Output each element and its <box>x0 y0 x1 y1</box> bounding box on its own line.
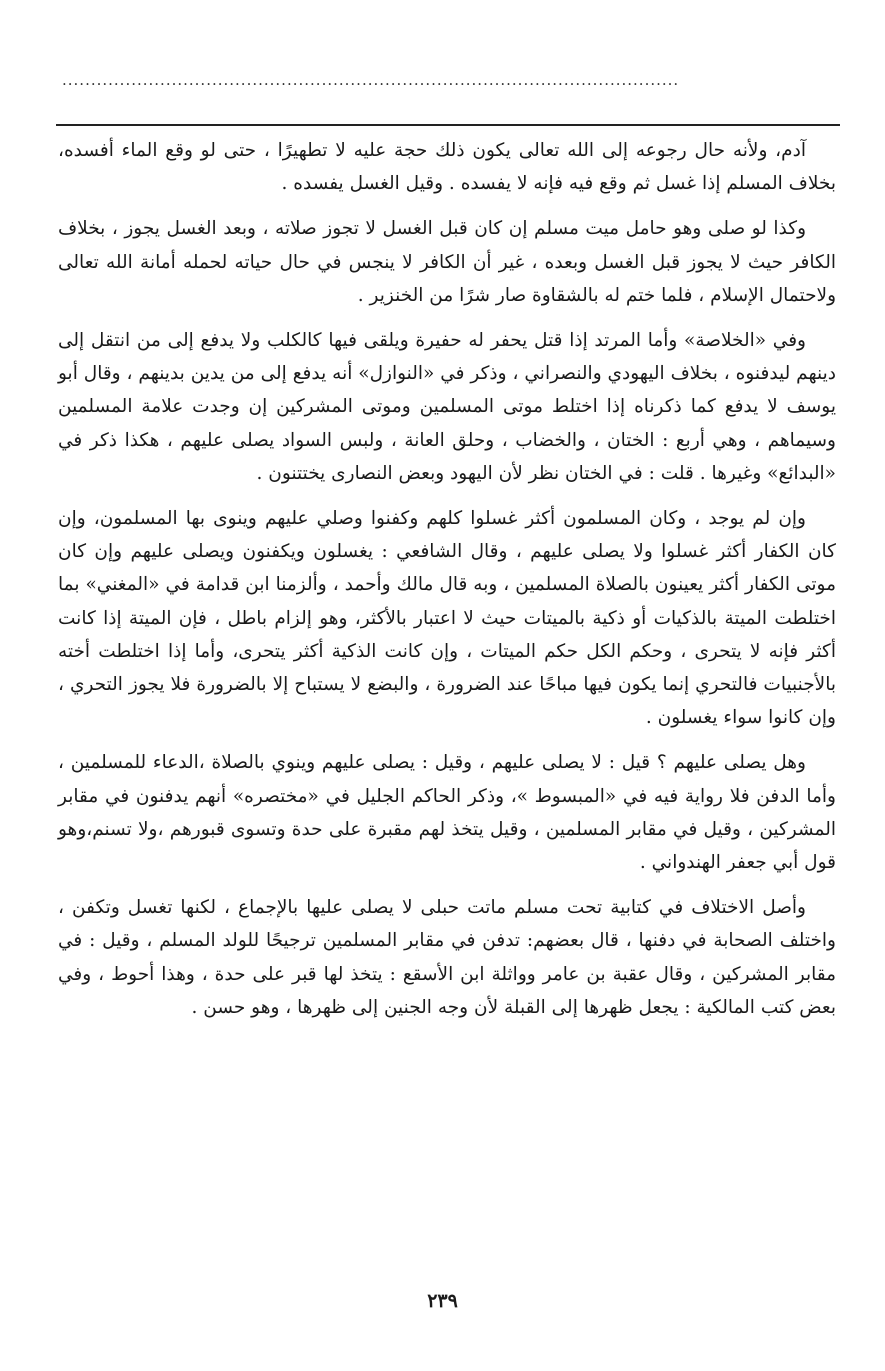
paragraph-3: وفي «الخلاصة» وأما المرتد إذا قتل يحفر له حفيرة ويلقى فيها كالكلب ولا يدفع إلى من انتقل إلى دينهم ليدفنوه ، بخلاف اليهودي والنصراني ، وذكر في «النوازل» أنه يدفع إلى من يدين بدينهم ، وقال أبو يوسف لا يدفع كما ذكرناه إذا اختلط موتى المسلمين وموتى المشركين إن وجدت علامة المسلمين وسيماهم ، وهي أربع : الختان ، والخضاب ، وحلق العانة ، ولبس السواد يصلى عليهم ، هكذا ذكر في «البدائع» وغيرها . قلت : في الختان نظر لأن اليهود وبعض النصارى يختتنون . <box>58 330 836 484</box>
paragraph-5: وهل يصلى عليهم ؟ قيل : لا يصلى عليهم ، وقيل : يصلى عليهم وينوي بالصلاة ،الدعاء للمسلمين ، وأما الدفن فلا رواية فيه في «المبسوط »، وذكر الحاكم الجليل في «مختصره» أنهم يدفنون في مقابر المشركين ، وقيل في مقابر المسلمين ، وقيل يتخذ لهم مقبرة على حدة وتسوى قبورهم ،ولا تسنم،وهو قول أبي جعفر الهندواني . <box>58 752 836 874</box>
header-rule <box>56 124 840 126</box>
page-number: ٢٣٩ <box>427 1290 458 1312</box>
header-dotted-line: ........................................................................................................... <box>62 71 680 89</box>
paragraph-1: آدم، ولأنه حال رجوعه إلى الله تعالى يكون ذلك حجة عليه لا تطهيرًا ، حتى لو وقع الماء أفسده، بخلاف المسلم إذا غسل ثم وقع فيه فإنه لا يفسده . وقيل الغسل يفسده . <box>58 140 836 195</box>
paragraph-2: وكذا لو صلى وهو حامل ميت مسلم إن كان قبل الغسل لا تجوز صلاته ، وبعد الغسل يجوز ، بخلاف الكافر حيث لا يجوز قبل الغسل وبعده ، غير أن الكافر لا ينجس في حال حياته لحمله أمانة الله تعالى ولاحتمال الإسلام ، فلما ختم له بالشقاوة صار شرًا من الخنزير . <box>58 218 836 306</box>
paragraph-6: وأصل الاختلاف في كتابية تحت مسلم ماتت حبلى لا يصلى عليها بالإجماع ، لكنها تغسل وتكفن ، واختلف الصحابة في دفنها ، قال بعضهم: تدفن في مقابر المسلمين ترجيحًا للولد المسلم ، وقيل : في مقابر المشركين ، وقال عقبة بن عامر وواثلة ابن الأسقع : يتخذ لها قبر على حدة ، وهذا أحوط ، وفي بعض كتب المالكية : يجعل ظهرها إلى القبلة لأن وجه الجنين إلى ظهرها ، وهو حسن . <box>58 897 836 1018</box>
paragraph-4: وإن لم يوجد ، وكان المسلمون أكثر غسلوا كلهم وكفنوا وصلي عليهم وينوى بها المسلمون، وإن كان الكفار أكثر غسلوا ولا يصلى عليهم ، وقال الشافعي : يغسلون ويكفنون ويصلى عليهم وإن كان موتى الكفار أكثر يعينون بالصلاة المسلمين ، وبه قال مالك وأحمد ، وألزمنا ابن قدامة في «المغني» بما اختلطت الميتة بالذكيات أو ذكية بالميتات حيث لا اعتبار بالأكثر، وهو إلزام باطل ، فإن الميتة إذا كانت أكثر فإنه لا يتحرى ، وحكم الكل حكم الميتات ، وإن كانت الذكية أكثر يتحرى، وأما إذا اختلطت أخته بالأجنبيات فالتحري إنما يكون فيها مباحًا عند الضرورة ، والبضع لا يستباح إلا بالضرورة فلا يجوز التحري ، وإن كانوا سواء يغسلون . <box>58 508 836 729</box>
page-body <box>58 134 836 1036</box>
